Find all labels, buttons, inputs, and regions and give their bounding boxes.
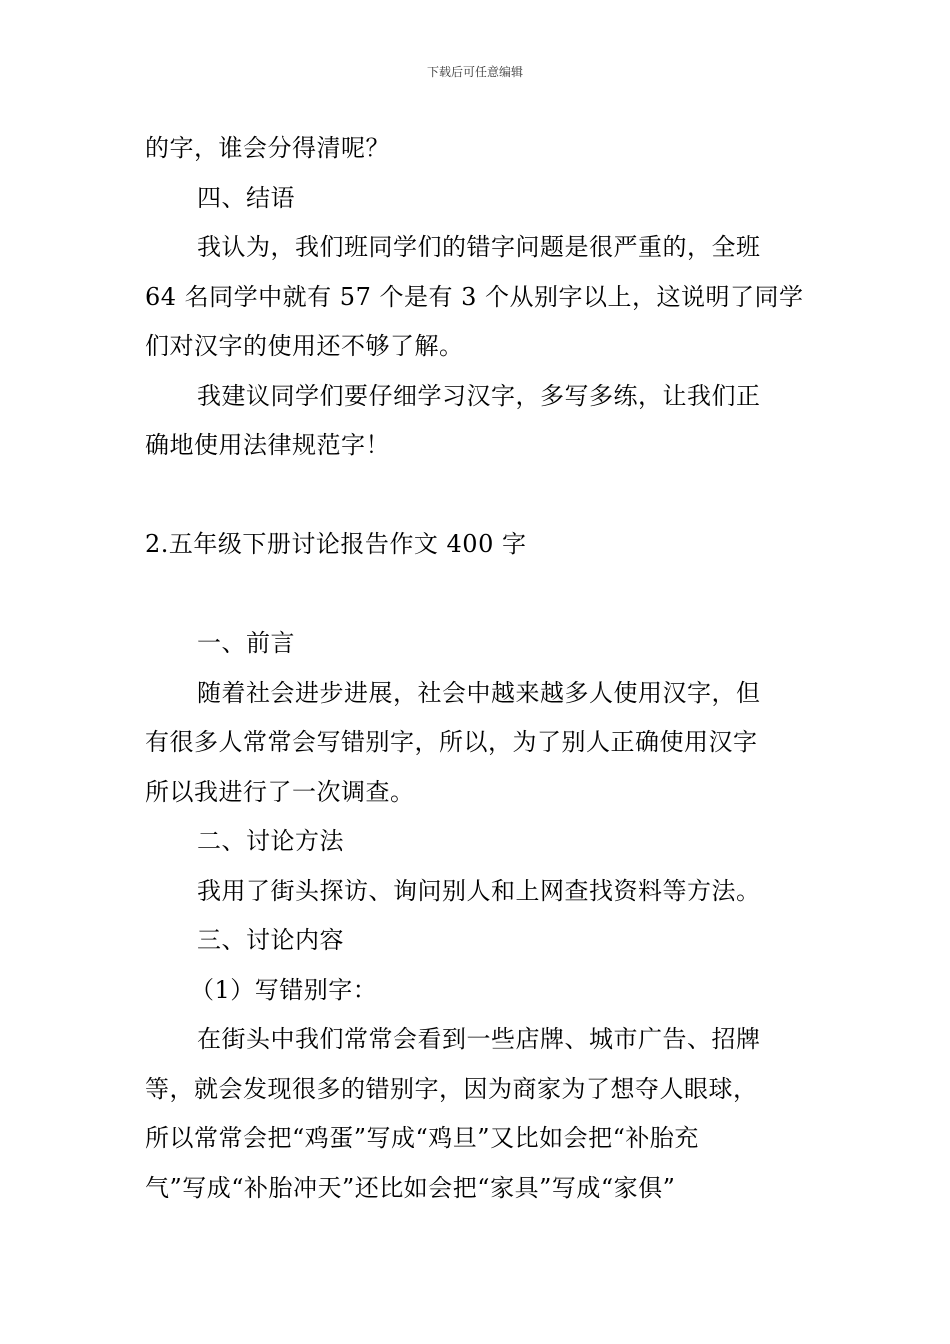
text-line: 气”写成“补胎冲天”还比如会把“家具”写成“家俱” xyxy=(145,1173,676,1202)
text-line: 有很多人常常会写错别字，所以，为了别人正确使用汉字 xyxy=(145,728,758,756)
blank-line xyxy=(145,570,810,620)
document-body xyxy=(145,124,810,1213)
text-line: 所以常常会把“鸡蛋”写成“鸡旦”又比如会把“补胎充 xyxy=(145,1124,699,1152)
section-heading-conclusion: 四、结语 xyxy=(197,183,295,212)
text-line: 在街头中我们常常会看到一些店牌、城市广告、招牌 xyxy=(197,1025,761,1053)
text-line: 我建议同学们要仔细学习汉字，多写多练，让我们正 xyxy=(197,381,761,410)
page-header: 下载后可任意编辑 xyxy=(426,65,523,79)
text-line: 们对汉字的使用还不够了解。 xyxy=(145,332,464,360)
essay-title: 2.五年级下册讨论报告作文 400 字 xyxy=(145,530,527,558)
text-line: 64 名同学中就有 57 个是有 3 个从别字以上，这说明了同学 xyxy=(145,282,804,311)
blank-line xyxy=(145,471,810,521)
text-line: 所以我进行了一次调查。 xyxy=(145,777,415,806)
section-heading-content: 三、讨论内容 xyxy=(197,926,344,954)
text-line: 确地使用法律规范字！ xyxy=(145,431,390,459)
text-line: 随着社会进步进展，社会中越来越多人使用汉字，但 xyxy=(197,678,761,707)
text-line: 等，就会发现很多的错别字，因为商家为了想夺人眼球， xyxy=(145,1074,758,1103)
section-heading-method: 二、讨论方法 xyxy=(197,827,344,855)
text-line: 我认为，我们班同学们的错字问题是很严重的，全班 xyxy=(197,233,761,261)
subsection-heading: （1）写错别字： xyxy=(190,975,378,1004)
text-line: 我用了街头探访、询问别人和上网查找资料等方法。 xyxy=(197,876,761,905)
text-line: 的字，谁会分得清呢？ xyxy=(145,134,390,162)
section-heading-preface: 一、前言 xyxy=(197,629,295,657)
